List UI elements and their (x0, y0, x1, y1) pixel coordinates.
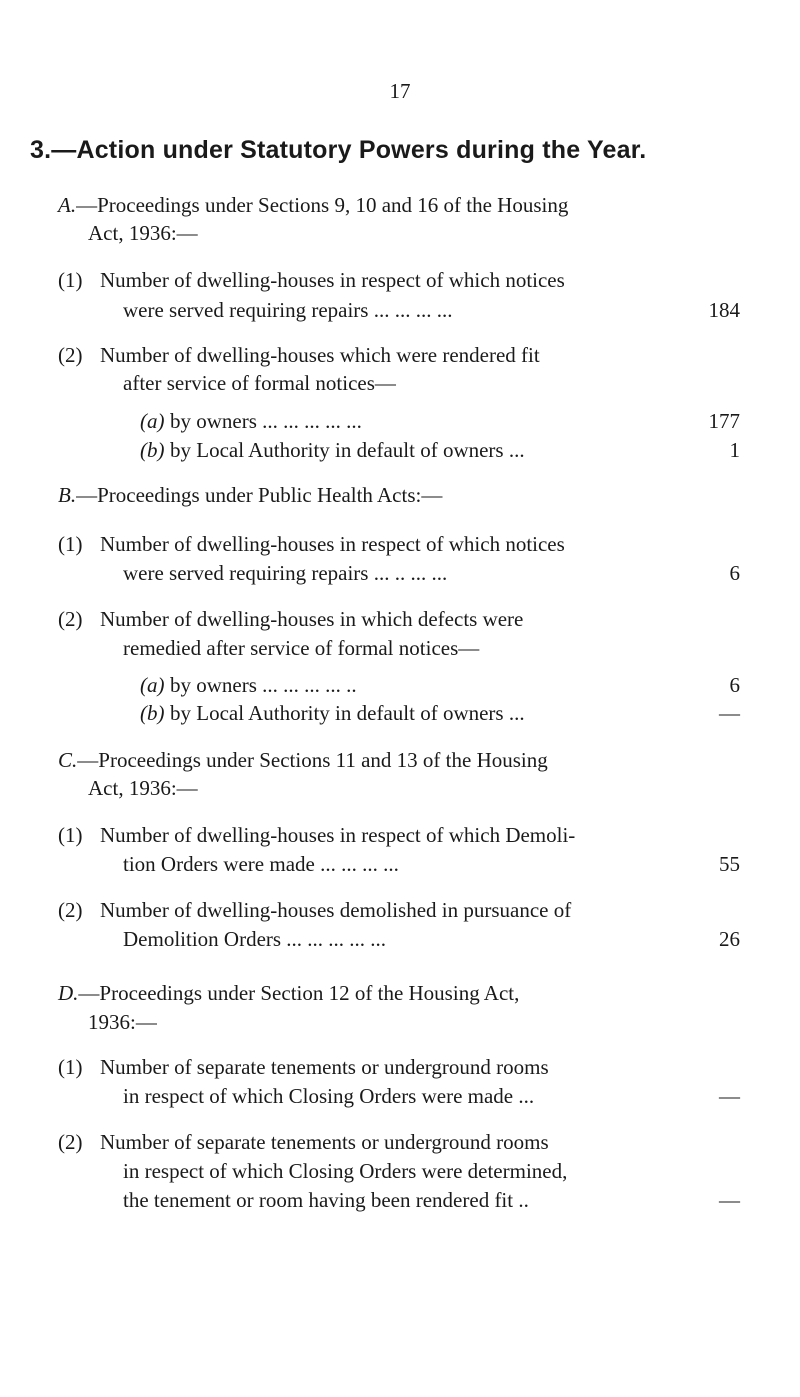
section-b-item2-sub-a-value: 6 (729, 673, 740, 697)
section-c-item2-line2: Demolition Orders ... ... ... ... ... (123, 927, 387, 951)
section-a-item2-line1: Number of dwelling-houses which were rendered fit (100, 343, 540, 367)
section-d-title-line2: 1936:— (88, 1010, 157, 1034)
section-a-item1-line1: Number of dwelling-houses in respect of which notices (100, 268, 565, 292)
section-b-item2-sub-b-value: — (719, 701, 740, 725)
section-a-item2-line2: after service of formal notices— (123, 371, 396, 395)
section-a-item2-sub-a-text: by owners ... ... ... ... ... (170, 409, 362, 433)
section-a-item2-sub-b-value: 1 (729, 438, 740, 462)
section-b-title-line1: —Proceedings under Public Health Acts:— (76, 483, 443, 507)
section-a-item1-label: (1) (58, 268, 83, 292)
section-b-item1-label: (1) (58, 532, 83, 556)
section-d-item1-line1: Number of separate tenements or underground rooms (100, 1055, 549, 1079)
section-c-title (58, 750, 548, 771)
section-b-item1-line2: were served requiring repairs ... .. ... ... (123, 561, 448, 585)
section-d-title (58, 983, 519, 1004)
section-b-item2-sub-a-text: by owners ... ... ... ... .. (170, 673, 357, 697)
section-d-item2-line1: Number of separate tenements or underground rooms (100, 1130, 549, 1154)
section-c-item1-line2: tion Orders were made ... ... ... ... (123, 852, 399, 876)
section-c-item1-label: (1) (58, 823, 83, 847)
section-c-title-line2: Act, 1936:— (88, 776, 198, 800)
section-d-item1-line2: in respect of which Closing Orders were made ... (123, 1084, 535, 1108)
section-d-letter: D. (58, 981, 79, 1005)
section-a-item2-sub-b-text: by Local Authority in default of owners ... (170, 438, 525, 462)
section-b-item1-value: 6 (729, 561, 740, 585)
section-d-item2-line2: in respect of which Closing Orders were determined, (123, 1159, 568, 1183)
section-c-item2-label: (2) (58, 898, 83, 922)
section-d-item1-value: — (719, 1084, 740, 1108)
section-b-title (58, 485, 442, 506)
section-d-item2-value: — (719, 1188, 740, 1212)
section-a-title (58, 195, 568, 216)
section-d-item1-label: (1) (58, 1055, 83, 1079)
page-number: 17 (389, 79, 411, 103)
section-a-item2-label: (2) (58, 343, 83, 367)
section-a-item2-sub-a-label: (a) (140, 409, 165, 433)
section-c-title-line1: —Proceedings under Sections 11 and 13 of the Housing (77, 748, 548, 772)
section-heading: 3.—Action under Statutory Powers during the Year. (30, 136, 647, 164)
section-a-title-line2: Act, 1936:— (88, 221, 198, 245)
section-b-item2-line2: remedied after service of formal notices— (123, 636, 480, 660)
section-b-item2-sub-b-text: by Local Authority in default of owners ... (170, 701, 525, 725)
section-a-item2-sub-a-value: 177 (708, 409, 740, 433)
section-c-item2-line1: Number of dwelling-houses demolished in pursuance of (100, 898, 572, 922)
section-a-letter: A. (58, 193, 77, 217)
section-c-letter: C. (58, 748, 78, 772)
section-a-item2-sub-b-label: (b) (140, 438, 165, 462)
section-a-item1-line2: were served requiring repairs ... ... ... ... (123, 298, 453, 322)
section-c-item2-value: 26 (719, 927, 740, 951)
section-b-item2-sub-b-label: (b) (140, 701, 165, 725)
section-a-item1-value: 184 (708, 298, 740, 322)
section-c-item1-line1: Number of dwelling-houses in respect of which Demoli- (100, 823, 576, 847)
section-c-item1-value: 55 (719, 852, 740, 876)
section-b-item2-line1: Number of dwelling-houses in which defects were (100, 607, 524, 631)
section-a-title-line1: —Proceedings under Sections 9, 10 and 16 of the Housing (76, 193, 569, 217)
section-d-item2-line3: the tenement or room having been rendered fit .. (123, 1188, 529, 1212)
section-b-item2-sub-a-label: (a) (140, 673, 165, 697)
section-d-item2-label: (2) (58, 1130, 83, 1154)
section-b-item1-line1: Number of dwelling-houses in respect of which notices (100, 532, 565, 556)
section-d-title-line1: —Proceedings under Section 12 of the Housing Act, (78, 981, 520, 1005)
section-b-item2-label: (2) (58, 607, 83, 631)
section-b-letter: B. (58, 483, 77, 507)
